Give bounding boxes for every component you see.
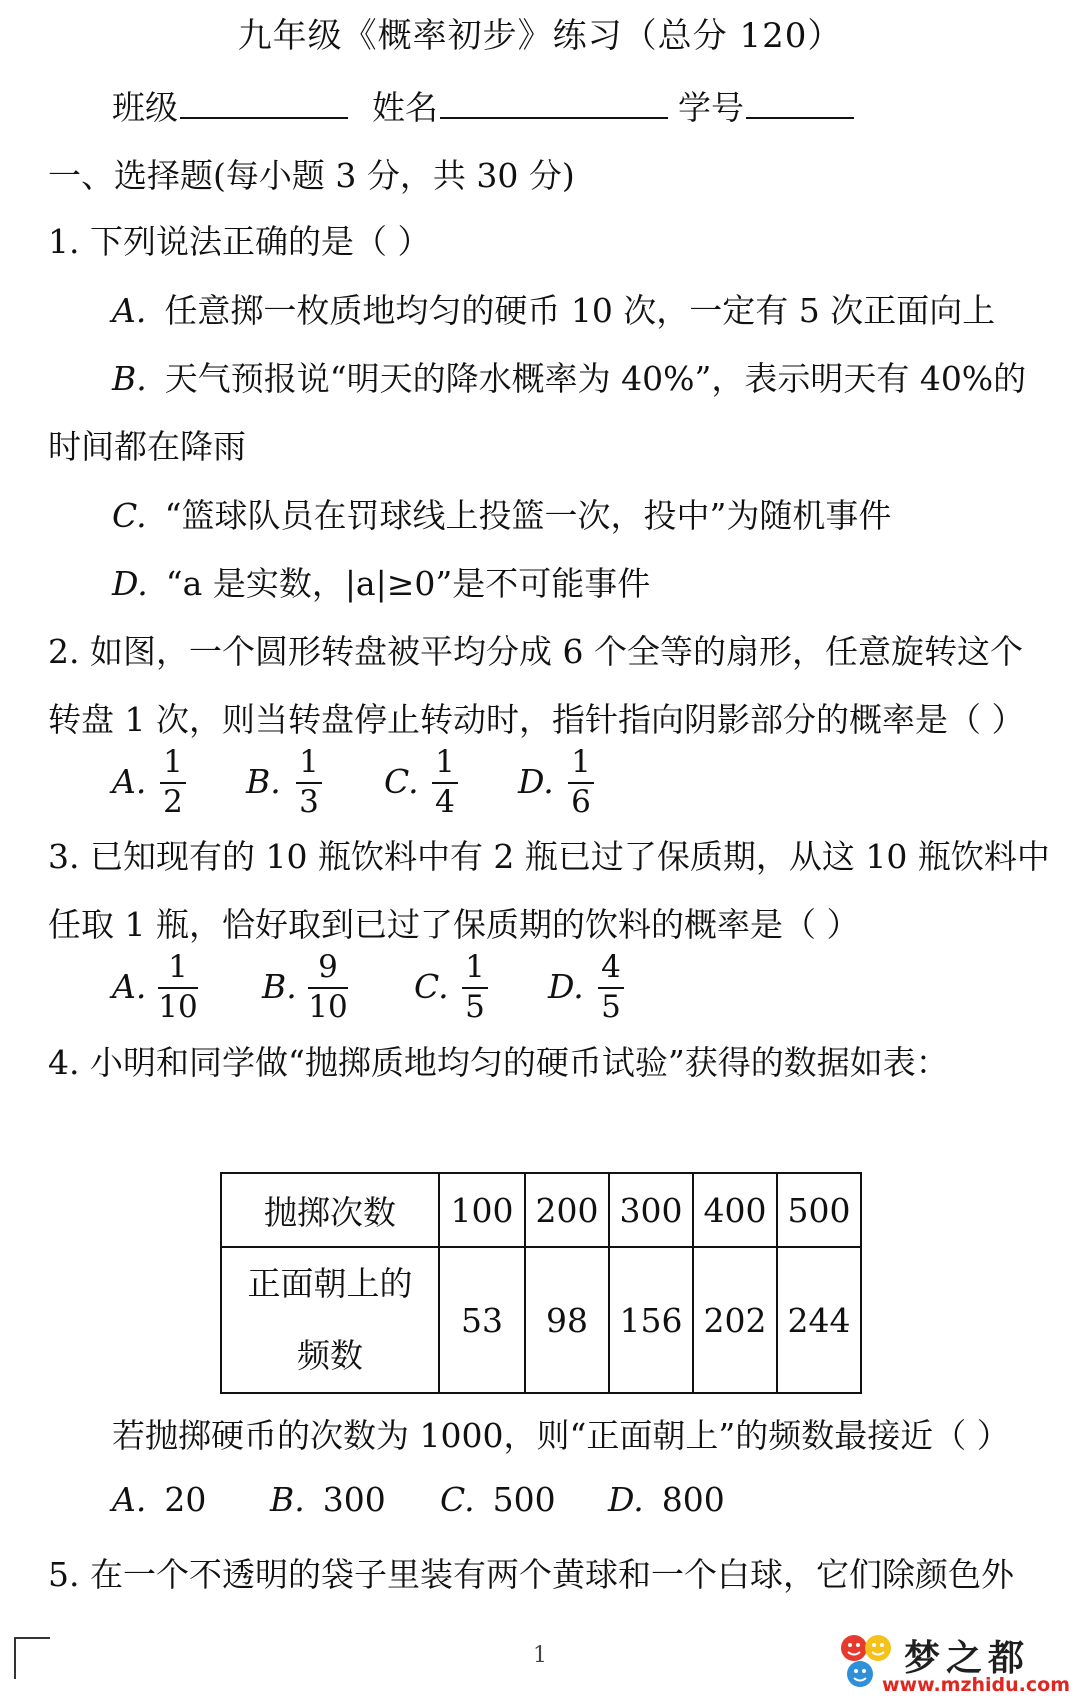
q1-stem: 1. 下列说法正确的是（ ） [48, 222, 431, 261]
q3-stem-line2: 任取 1 瓶，恰好取到已过了保质期的饮料的概率是（ ） [48, 905, 860, 944]
section-heading: 一、选择题(每小题 3 分，共 30 分) [48, 156, 575, 195]
q3-stem-line1: 3. 已知现有的 10 瓶饮料中有 2 瓶已过了保质期，从这 10 瓶饮料中 [48, 837, 1050, 876]
q2-option-d-letter: D. [518, 762, 554, 801]
q4-stem: 4. 小明和同学做“抛掷质地均匀的硬币试验”获得的数据如表： [48, 1043, 949, 1082]
q4-option-b: B. 300 [270, 1480, 386, 1519]
id-blank[interactable] [746, 89, 854, 119]
q3-option-b-fraction: 9 10 [308, 949, 348, 1025]
q1-option-c [112, 490, 891, 537]
table-cell: 500 [777, 1173, 861, 1247]
q4-option-a: A. 20 [112, 1480, 207, 1519]
class-field [112, 82, 348, 129]
q2-stem-line1: 2. 如图，一个圆形转盘被平均分成 6 个全等的扇形，任意旋转这个 [48, 632, 1023, 671]
option-text: 天气预报说“明天的降水概率为 40%”，表示明天有 40%的 [164, 359, 1027, 398]
coin-toss-table [220, 1172, 862, 1394]
q3-option-d-letter: D. [548, 967, 584, 1006]
table-cell: 202 [693, 1247, 777, 1393]
q2-stem-line2: 转盘 1 次，则当转盘停止转动时，指针指向阴影部分的概率是（ ） [48, 700, 1025, 739]
option-letter: C. [112, 496, 147, 535]
q1-option-b-cont: 时间都在降雨 [48, 427, 246, 466]
watermark-brand: 梦之都 [904, 1638, 1031, 1679]
class-blank[interactable] [180, 89, 348, 119]
option-text: “a 是实数，|a|≥0”是不可能事件 [165, 564, 651, 603]
q1-option-b [112, 353, 1026, 400]
table-cell: 98 [525, 1247, 609, 1393]
watermark [838, 1628, 1074, 1698]
id-label: 学号 [678, 88, 744, 127]
table-cell: 244 [777, 1247, 861, 1393]
q4-option-c: C. 500 [440, 1480, 556, 1519]
table-cell: 400 [693, 1173, 777, 1247]
table-header-throws: 抛掷次数 [221, 1173, 439, 1247]
q3-option-a-fraction: 1 10 [158, 949, 198, 1025]
q1-option-d [112, 558, 650, 605]
q2-option-b-fraction: 1 3 [296, 746, 322, 818]
table-cell: 200 [525, 1173, 609, 1247]
q3-option-b-letter: B. [262, 967, 297, 1006]
table-cell: 300 [609, 1173, 693, 1247]
page-title: 九年级《概率初步》练习（总分 120） [237, 16, 843, 56]
page-number: 1 [533, 1643, 547, 1668]
table-cell: 156 [609, 1247, 693, 1393]
q3-option-c-letter: C. [414, 967, 449, 1006]
table-header-heads [221, 1247, 439, 1393]
option-letter: B. [112, 359, 147, 398]
table-cell: 53 [439, 1247, 525, 1393]
table-row [221, 1173, 861, 1247]
q2-option-a-letter: A. [112, 762, 147, 801]
name-field [372, 82, 668, 129]
table-cell: 100 [439, 1173, 525, 1247]
q2-option-a-fraction: 1 2 [160, 746, 186, 818]
name-label: 姓名 [372, 88, 438, 127]
q4-option-d: D. 800 [608, 1480, 725, 1519]
class-label: 班级 [112, 88, 178, 127]
option-letter: A. [112, 291, 147, 330]
q3-option-a-letter: A. [112, 967, 147, 1006]
q2-option-b-letter: B. [246, 762, 281, 801]
q4-question: 若抛掷硬币的次数为 1000，则“正面朝上”的频数最接近（ ） [112, 1416, 1010, 1455]
option-text: 任意掷一枚质地均匀的硬币 10 次，一定有 5 次正面向上 [164, 291, 996, 330]
q3-option-c-fraction: 1 5 [462, 951, 488, 1023]
table-header-heads-line1: 正面朝上的 [247, 1264, 413, 1303]
table-header-heads-line2: 频数 [297, 1336, 363, 1375]
option-text: “篮球队员在罚球线上投篮一次，投中”为随机事件 [164, 496, 892, 535]
q3-option-d-fraction: 4 5 [598, 951, 624, 1023]
q2-option-c-letter: C. [384, 762, 419, 801]
table-row [221, 1247, 861, 1393]
q2-option-d-fraction: 1 6 [568, 746, 594, 818]
option-letter: D. [112, 564, 148, 603]
id-field [678, 82, 854, 129]
q2-option-c-fraction: 1 4 [432, 746, 458, 818]
name-blank[interactable] [440, 89, 668, 119]
q5-stem-line1: 5. 在一个不透明的袋子里装有两个黄球和一个白球，它们除颜色外 [48, 1555, 1014, 1594]
watermark-url: www.mzhidu.com [882, 1674, 1071, 1696]
q1-option-a [112, 285, 995, 332]
